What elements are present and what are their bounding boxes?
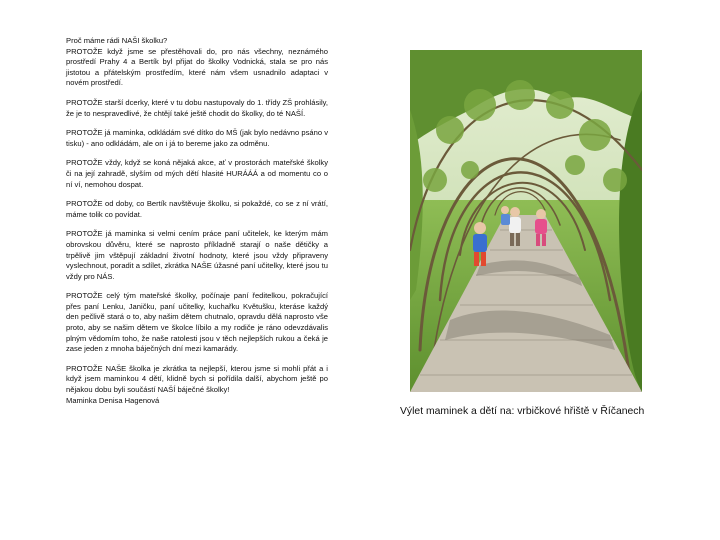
paragraph-text: PROTOŽE já maminka si velmi cením práce paní učitelek, ke kterým mám obrovskou důvěru, které se naprosto příkladně starají o naše dětičky a trpělivě jim vštěpují základní životní hodnoty, které jsou vždy připraveny vyslechnout, poradit a sdílet, zkrátka NAŠE úžasné paní učitelky, které jsou tu vždy pro NÁS. bbox=[66, 229, 328, 281]
paragraph-5 bbox=[66, 199, 328, 220]
article-text bbox=[66, 36, 328, 406]
paragraph-6 bbox=[66, 229, 328, 282]
paragraph-1 bbox=[66, 36, 328, 89]
child-small bbox=[501, 206, 510, 225]
photo-illustration bbox=[410, 50, 642, 392]
paragraph-text: PROTOŽE NAŠE školka je zkrátka ta nejlepší, kterou jsme si mohli přát a i když jsem maminkou 4 dětí, klidně bych si pořídila další, abychom ještě po nějakou dobu byli součástí NAŠÍ báječné školky! bbox=[66, 363, 328, 395]
paragraph-7 bbox=[66, 291, 328, 355]
paragraph-2 bbox=[66, 98, 328, 119]
paragraph-text: PROTOŽE vždy, když se koná nějaká akce, ať v prostorách mateřské školky či na její zahradě, slyším od mých dětí hlasité HURÁÁÁ a od momentu co o ní ví, nemohou dospat. bbox=[66, 158, 328, 189]
paragraph-text: PROTOŽE celý tým mateřské školky, počínaje paní ředitelkou, pokračující přes paní Lenku, Janičku, paní učitelky, kuchařku Květušku, kteráse každý den pečlivě stará o to, aby našim dětem chutnalo, opravdu dělá naprosto vše proto, aby se našim dětem ve školce líbilo a my rodiče je ráno odevzdávalis plným vědomím toho, že naše ratolesti jsou v těch nejlepších rukou a čeká je zase jeden z mnoha báječných dní mezi kamarády. bbox=[66, 291, 328, 354]
article-heading: Proč máme rádi NAŠI školku? bbox=[66, 36, 168, 45]
paragraph-text: PROTOŽE když jsme se přestěhovali do, pro nás všechny, neznámého prostředí Prahy 4 a Bertík byl přijat do školky Vodnická, stala se pro nás jistotou a přátelským prostředím, které nám všem usnadnilo adaptaci v novém prostředí. bbox=[66, 46, 328, 88]
paragraph-3 bbox=[66, 128, 328, 149]
paragraph-4 bbox=[66, 158, 328, 190]
willow-tunnel-photo bbox=[410, 50, 642, 392]
paragraph-text: PROTOŽE já maminka, odkládám své dítko do MŠ (jak bylo nedávno psáno v tisku) - ano odkládám, ale on i já to bereme jako za odměnu. bbox=[66, 128, 328, 148]
paragraph-8 bbox=[66, 364, 328, 406]
signature-text: Maminka Denisa Hagenová bbox=[66, 395, 160, 405]
paragraph-text: PROTOŽE starší dcerky, které v tu dobu nastupovaly do 1. třídy ZŠ prohlásily, že je to nespravedlivé, že chtějí také ještě chodit do školky, do té NAŠÍ. bbox=[66, 97, 328, 118]
paragraph-text: PROTOŽE od doby, co Bertík navštěvuje školku, si pokaždé, co se z ní vrátí, máme tolik co povídat. bbox=[66, 199, 328, 219]
photo-caption: Výlet maminek a dětí na: vrbičkové hřiště v Říčanech bbox=[400, 406, 645, 417]
